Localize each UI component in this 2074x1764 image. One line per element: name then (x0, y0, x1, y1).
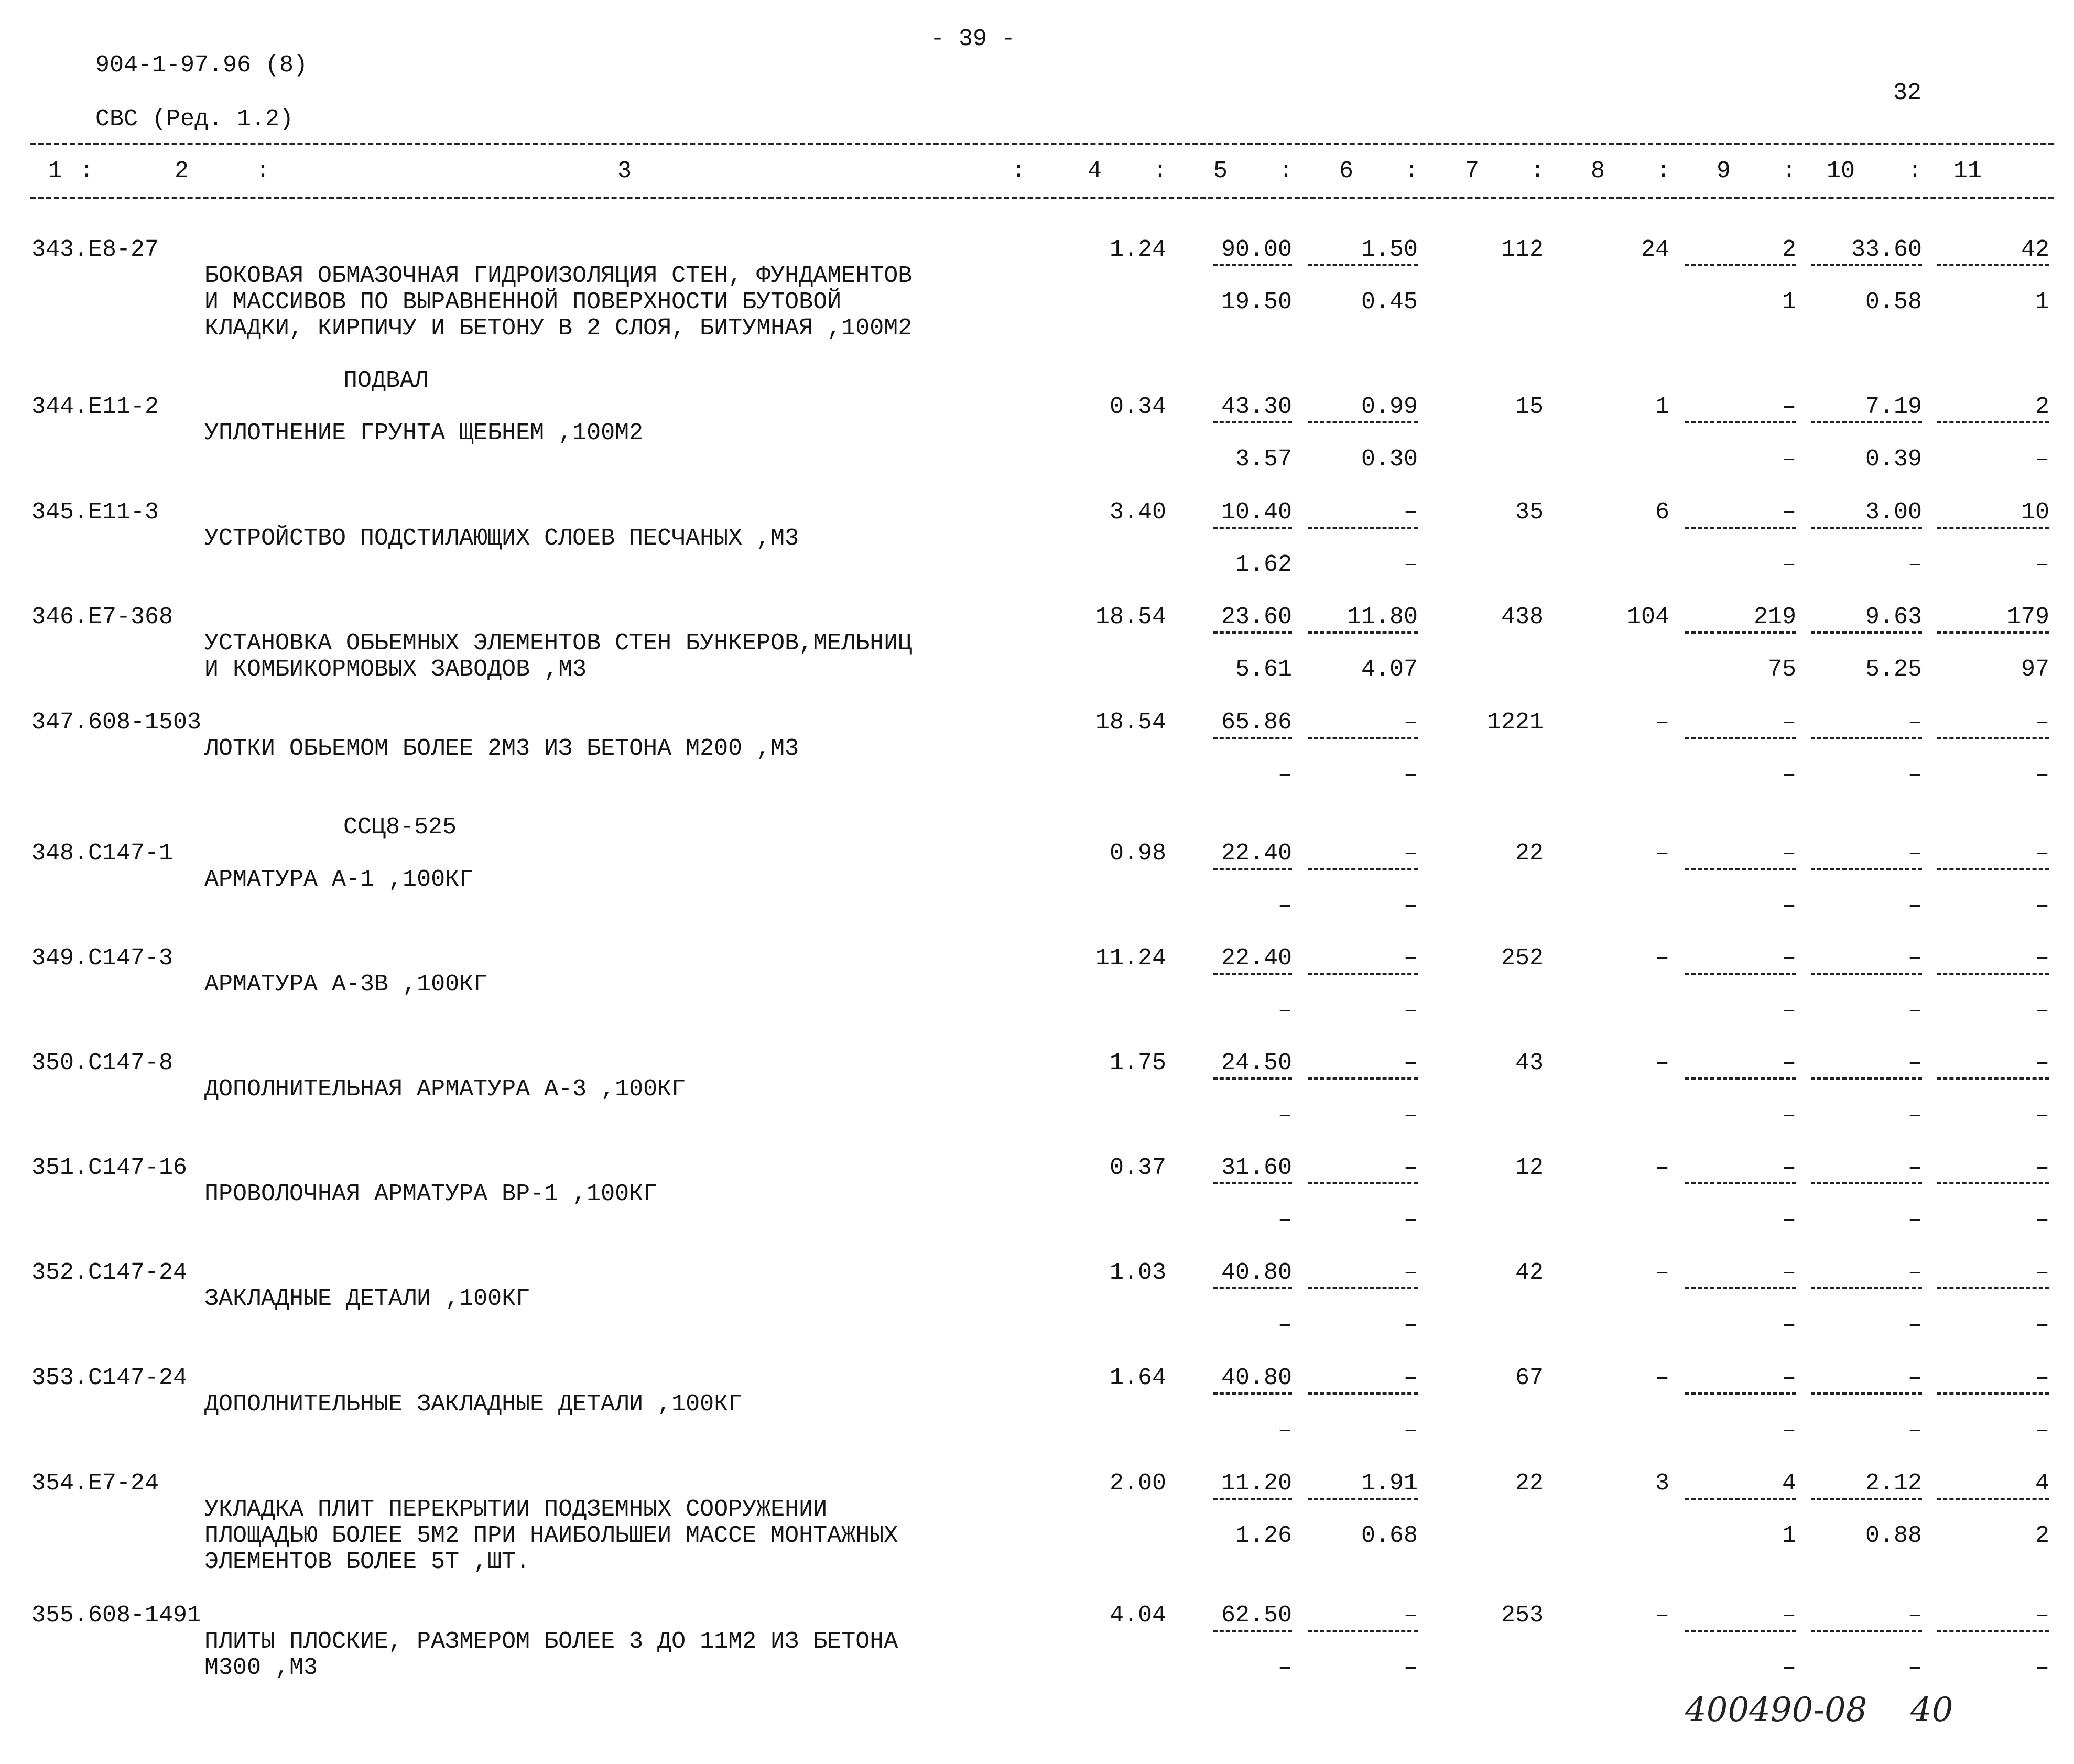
cell-c9: – (1782, 840, 1796, 867)
item-description-line: ПЛИТЫ ПЛОСКИЕ, РАЗМЕРОМ БОЛЕЕ 3 ДО 11М2 ИЗ БЕТОНА (204, 1628, 898, 1655)
cell-c10b: 0.39 (1865, 446, 1922, 473)
cell-c9b: – (1782, 1654, 1796, 1681)
cell-c7: 22 (1515, 840, 1544, 867)
cell-c9: – (1782, 709, 1796, 736)
fraction-line-c11 (1937, 1498, 2049, 1500)
item-description-line: ЛОТКИ ОБЬЕМОМ БОЛЕЕ 2М3 ИЗ БЕТОНА М200 ,М3 (204, 735, 799, 762)
item-code: 352.С147-24 (31, 1259, 188, 1286)
cell-c5: 43.30 (1221, 394, 1292, 420)
fraction-line-c6 (1308, 527, 1418, 529)
cell-c4: 1.24 (1109, 236, 1166, 263)
fraction-line-c11 (1937, 264, 2049, 266)
fraction-line-c6 (1308, 264, 1418, 266)
cell-c9: – (1782, 1050, 1796, 1076)
cell-c6b: 4.07 (1361, 656, 1418, 683)
cell-c5: 62.50 (1221, 1602, 1292, 1629)
cell-c8: – (1655, 945, 1669, 972)
cell-c10: 2.12 (1865, 1470, 1922, 1497)
fraction-line-c5 (1213, 527, 1292, 529)
column-header-5: 5 (1213, 158, 1228, 184)
cell-c6: – (1403, 1365, 1418, 1391)
cell-c9: 4 (1782, 1470, 1796, 1497)
column-header-8: 8 (1591, 158, 1605, 184)
cell-c11b: – (2035, 1102, 2049, 1129)
fraction-line-c11 (1937, 868, 2049, 870)
fraction-line-c9 (1685, 973, 1796, 975)
item-code: 351.С147-16 (31, 1155, 188, 1181)
cell-c11b: – (2035, 1654, 2049, 1681)
cell-c4: 1.75 (1109, 1050, 1166, 1076)
item-description-line: АРМАТУРА А-1 ,100КГ (204, 866, 474, 893)
cell-c8: 104 (1626, 604, 1669, 630)
edition-label: СВС (Ред. 1.2) (95, 106, 294, 133)
cell-c11: 4 (2035, 1470, 2049, 1497)
cell-c11b: – (2035, 551, 2049, 578)
fraction-line-c10 (1811, 1182, 1922, 1184)
cell-c6b: – (1403, 1102, 1418, 1129)
cell-c9b: – (1782, 446, 1796, 473)
cell-c5b: – (1277, 1207, 1292, 1234)
cell-c10: – (1907, 840, 1922, 867)
cell-c6: – (1403, 1602, 1418, 1629)
fraction-line-c6 (1308, 1498, 1418, 1500)
fraction-line-c9 (1685, 737, 1796, 739)
cell-c11: – (2035, 1602, 2049, 1629)
column-separator: : (1279, 158, 1294, 184)
cell-c10: – (1907, 709, 1922, 736)
cell-c11b: – (2035, 997, 2049, 1024)
cell-c9b: – (1782, 551, 1796, 578)
fraction-line-c10 (1811, 631, 1922, 634)
cell-c5: 24.50 (1221, 1050, 1292, 1076)
fraction-line-c10 (1811, 737, 1922, 739)
cell-c10b: – (1907, 1102, 1922, 1129)
fraction-line-c11 (1937, 1077, 2049, 1080)
column-header-3: 3 (617, 158, 632, 184)
cell-c5b: – (1277, 997, 1292, 1024)
fraction-line-c9 (1685, 1630, 1796, 1632)
column-separator: : (256, 158, 270, 184)
fraction-line-c6 (1308, 1182, 1418, 1184)
fraction-line-c10 (1811, 527, 1922, 529)
item-code: 353.С147-24 (31, 1365, 188, 1391)
item-description-line: УСТАНОВКА ОБЬЕМНЫХ ЭЛЕМЕНТОВ СТЕН БУНКЕРОВ,МЕЛЬНИЦ (204, 630, 913, 657)
item-code: 346.Е7-368 (31, 604, 173, 630)
cell-c4: 18.54 (1095, 709, 1166, 736)
cell-c5b: – (1277, 1417, 1292, 1444)
cell-c6: 0.99 (1361, 394, 1418, 420)
fraction-line-c5 (1213, 1630, 1292, 1632)
fraction-line-c10 (1811, 868, 1922, 870)
cell-c8: – (1655, 1155, 1669, 1181)
item-description-line: ЗАКЛАДНЫЕ ДЕТАЛИ ,100КГ (204, 1286, 530, 1312)
fraction-line-c6 (1308, 631, 1418, 634)
cell-c5b: – (1277, 1654, 1292, 1681)
fraction-line-c9 (1685, 264, 1796, 266)
cell-c8: 3 (1655, 1470, 1669, 1497)
fraction-line-c6 (1308, 1077, 1418, 1080)
cell-c9b: – (1782, 1417, 1796, 1444)
cell-c6: – (1403, 945, 1418, 972)
item-code: 350.С147-8 (31, 1050, 173, 1076)
fraction-line-c11 (1937, 1182, 2049, 1184)
cell-c10b: – (1907, 997, 1922, 1024)
item-code: 347.608-1503 (31, 709, 202, 736)
fraction-line-c9 (1685, 1392, 1796, 1395)
cell-c4: 18.54 (1095, 604, 1166, 630)
cell-c9: – (1782, 394, 1796, 420)
column-separator: : (1782, 158, 1797, 184)
cell-c9: – (1782, 499, 1796, 526)
fraction-line-c5 (1213, 868, 1292, 870)
cell-c11: 179 (2006, 604, 2049, 630)
cell-c10b: 0.88 (1865, 1522, 1922, 1549)
cell-c10b: – (1907, 761, 1922, 788)
fraction-line-c10 (1811, 421, 1922, 423)
cell-c10: 33.60 (1851, 236, 1922, 263)
column-separator: : (1153, 158, 1168, 184)
cell-c4: 11.24 (1095, 945, 1166, 972)
item-description-line: И КОМБИКОРМОВЫХ ЗАВОДОВ ,М3 (204, 656, 587, 683)
page-number: - 39 - (930, 26, 1016, 52)
fraction-line-c11 (1937, 737, 2049, 739)
fraction-line-c10 (1811, 1498, 1922, 1500)
cell-c6: – (1403, 840, 1418, 867)
cell-c6b: – (1403, 1312, 1418, 1338)
cell-c6b: 0.45 (1361, 289, 1418, 315)
cell-c11b: 1 (2035, 289, 2049, 315)
cell-c9: – (1782, 1259, 1796, 1286)
cell-c6b: – (1403, 761, 1418, 788)
cell-c10b: – (1907, 1312, 1922, 1338)
column-header-4: 4 (1088, 158, 1102, 184)
item-description-line: И МАССИВОВ ПО ВЫРАВНЕННОЙ ПОВЕРХНОСТИ БУТОВОЙ (204, 289, 842, 315)
cell-c9b: – (1782, 1102, 1796, 1129)
column-header-7: 7 (1465, 158, 1480, 184)
item-description-line: УКЛАДКА ПЛИТ ПЕРЕКРЫТИИ ПОДЗЕМНЫХ СООРУЖЕНИИ (204, 1496, 828, 1523)
fraction-line-c5 (1213, 421, 1292, 423)
item-code: 354.Е7-24 (31, 1470, 159, 1497)
cell-c10: 7.19 (1865, 394, 1922, 420)
fraction-line-c6 (1308, 1392, 1418, 1395)
cell-c9b: – (1782, 1312, 1796, 1338)
cell-c5b: 3.57 (1235, 446, 1292, 473)
cell-c5: 40.80 (1221, 1259, 1292, 1286)
item-description-line: БОКОВАЯ ОБМАЗОЧНАЯ ГИДРОИЗОЛЯЦИЯ СТЕН, ФУНДАМЕНТОВ (204, 263, 913, 289)
cell-c7: 252 (1501, 945, 1544, 972)
cell-c7: 15 (1515, 394, 1544, 420)
fraction-line-c11 (1937, 527, 2049, 529)
fraction-line-c11 (1937, 631, 2049, 634)
cell-c7: 43 (1515, 1050, 1544, 1076)
cell-c10b: – (1907, 1207, 1922, 1234)
cell-c6: 1.50 (1361, 236, 1418, 263)
fraction-line-c5 (1213, 1498, 1292, 1500)
column-separator: : (1530, 158, 1545, 184)
item-description-line: ДОПОЛНИТЕЛЬНАЯ АРМАТУРА А-3 ,100КГ (204, 1076, 686, 1103)
cell-c6b: – (1403, 1417, 1418, 1444)
cell-c10b: 0.58 (1865, 289, 1922, 315)
cell-c11: – (2035, 1259, 2049, 1286)
fraction-line-c6 (1308, 421, 1418, 423)
fraction-line-c5 (1213, 264, 1292, 266)
column-header-11: 11 (1953, 158, 1982, 184)
cell-c5: 11.20 (1221, 1470, 1292, 1497)
cell-c9: – (1782, 1602, 1796, 1629)
cell-c9b: – (1782, 761, 1796, 788)
fraction-line-c5 (1213, 1077, 1292, 1080)
cell-c7: 1221 (1486, 709, 1544, 736)
cell-c11b: – (2035, 1312, 2049, 1338)
cell-c6b: – (1403, 551, 1418, 578)
cell-c11: 10 (2021, 499, 2049, 526)
cell-c5: 31.60 (1221, 1155, 1292, 1181)
cell-c7: 253 (1501, 1602, 1544, 1629)
cell-c10b: – (1907, 1417, 1922, 1444)
item-description-line: ПЛОЩАДЬЮ БОЛЕЕ 5М2 ПРИ НАИБОЛЬШЕИ МАССЕ МОНТАЖНЫХ (204, 1522, 898, 1549)
cell-c11b: – (2035, 892, 2049, 919)
fraction-line-c5 (1213, 973, 1292, 975)
document-code: 904-1-97.96 (8) (95, 52, 308, 79)
handwritten-page-number: 40 (1910, 1691, 1953, 1729)
cell-c9b: 1 (1782, 1522, 1796, 1549)
cell-c5: 10.40 (1221, 499, 1292, 526)
cell-c4: 3.40 (1109, 499, 1166, 526)
fraction-line-c11 (1937, 1287, 2049, 1289)
cell-c4: 2.00 (1109, 1470, 1166, 1497)
cell-c5b: – (1277, 761, 1292, 788)
fraction-line-c10 (1811, 1077, 1922, 1080)
item-code: 343.Е8-27 (31, 236, 159, 263)
cell-c5b: 1.62 (1235, 551, 1292, 578)
cell-c8: – (1655, 840, 1669, 867)
cell-c6: 11.80 (1347, 604, 1418, 630)
fraction-line-c5 (1213, 631, 1292, 634)
cell-c10: – (1907, 1365, 1922, 1391)
fraction-line-c10 (1811, 264, 1922, 266)
cell-c11: – (2035, 1155, 2049, 1181)
fraction-line-c10 (1811, 1287, 1922, 1289)
fraction-line-c11 (1937, 973, 2049, 975)
header-top-rule (30, 143, 2054, 145)
item-code: 348.С147-1 (31, 840, 173, 867)
column-header-10: 10 (1827, 158, 1855, 184)
item-code: 355.608-1491 (31, 1602, 202, 1629)
cell-c6: – (1403, 1050, 1418, 1076)
cell-c7: 22 (1515, 1470, 1544, 1497)
fraction-line-c9 (1685, 1287, 1796, 1289)
cell-c6b: 0.30 (1361, 446, 1418, 473)
header-bottom-rule (30, 197, 2054, 199)
section-heading: ПОДВАЛ (343, 367, 429, 394)
cell-c9: 2 (1782, 236, 1796, 263)
column-separator: : (80, 158, 94, 184)
cell-c10b: – (1907, 551, 1922, 578)
fraction-line-c6 (1308, 973, 1418, 975)
fraction-line-c9 (1685, 421, 1796, 423)
handwritten-stamp-number: 400490-08 (1685, 1691, 1867, 1729)
cell-c6b: 0.68 (1361, 1522, 1418, 1549)
fraction-line-c11 (1937, 421, 2049, 423)
cell-c9b: – (1782, 997, 1796, 1024)
cell-c6b: – (1403, 1207, 1418, 1234)
cell-c6: – (1403, 1155, 1418, 1181)
cell-c8: – (1655, 709, 1669, 736)
item-description-line: ЭЛЕМЕНТОВ БОЛЕЕ 5Т ,ШТ. (204, 1549, 530, 1575)
fraction-line-c9 (1685, 631, 1796, 634)
item-description-line: ПРОВОЛОЧНАЯ АРМАТУРА ВР-1 ,100КГ (204, 1181, 658, 1207)
item-code: 345.Е11-3 (31, 499, 159, 526)
cell-c4: 1.64 (1109, 1365, 1166, 1391)
cell-c6: – (1403, 499, 1418, 526)
cell-c11: – (2035, 1365, 2049, 1391)
column-header-1: 1 (48, 158, 63, 184)
cell-c5: 23.60 (1221, 604, 1292, 630)
cell-c5b: – (1277, 1102, 1292, 1129)
fraction-line-c9 (1685, 1182, 1796, 1184)
cell-c10: 9.63 (1865, 604, 1922, 630)
fraction-line-c9 (1685, 527, 1796, 529)
cell-c11b: 2 (2035, 1522, 2049, 1549)
cell-c5: 40.80 (1221, 1365, 1292, 1391)
fraction-line-c11 (1937, 1630, 2049, 1632)
cell-c8: – (1655, 1365, 1669, 1391)
cell-c9: 219 (1753, 604, 1796, 630)
column-header-6: 6 (1339, 158, 1354, 184)
cell-c11b: 97 (2021, 656, 2049, 683)
cell-c5b: 5.61 (1235, 656, 1292, 683)
cell-c10: – (1907, 945, 1922, 972)
fraction-line-c10 (1811, 1630, 1922, 1632)
section-heading: ССЦ8-525 (343, 814, 457, 841)
column-separator: : (1908, 158, 1923, 184)
cell-c4: 0.34 (1109, 394, 1166, 420)
cell-c9b: 1 (1782, 289, 1796, 315)
cell-c8: – (1655, 1259, 1669, 1286)
item-description-line: КЛАДКИ, КИРПИЧУ И БЕТОНУ В 2 СЛОЯ, БИТУМНАЯ ,100М2 (204, 315, 913, 342)
fraction-line-c6 (1308, 1630, 1418, 1632)
sheet-number: 32 (1893, 80, 1922, 106)
cell-c6: 1.91 (1361, 1470, 1418, 1497)
item-description-line: АРМАТУРА А-3В ,100КГ (204, 971, 488, 998)
item-code: 344.Е11-2 (31, 394, 159, 420)
fraction-line-c9 (1685, 1077, 1796, 1080)
cell-c10: – (1907, 1050, 1922, 1076)
cell-c5b: 19.50 (1221, 289, 1292, 315)
fraction-line-c10 (1811, 1392, 1922, 1395)
fraction-line-c5 (1213, 1287, 1292, 1289)
cell-c5: 22.40 (1221, 840, 1292, 867)
cell-c6b: – (1403, 997, 1418, 1024)
cell-c9b: – (1782, 1207, 1796, 1234)
cell-c4: 4.04 (1109, 1602, 1166, 1629)
fraction-line-c11 (1937, 1392, 2049, 1395)
cell-c11: – (2035, 840, 2049, 867)
column-separator: : (1656, 158, 1671, 184)
cell-c5: 22.40 (1221, 945, 1292, 972)
cell-c10: – (1907, 1155, 1922, 1181)
cell-c10b: – (1907, 1654, 1922, 1681)
cell-c7: 112 (1501, 236, 1544, 263)
cell-c7: 42 (1515, 1259, 1544, 1286)
cell-c5: 90.00 (1221, 236, 1292, 263)
cell-c10: – (1907, 1602, 1922, 1629)
fraction-line-c9 (1685, 868, 1796, 870)
fraction-line-c10 (1811, 973, 1922, 975)
cell-c8: 1 (1655, 394, 1669, 420)
cell-c7: 67 (1515, 1365, 1544, 1391)
column-separator: : (1012, 158, 1026, 184)
cell-c4: 1.03 (1109, 1259, 1166, 1286)
cell-c5b: 1.26 (1235, 1522, 1292, 1549)
column-header-2: 2 (175, 158, 189, 184)
cell-c9: – (1782, 1155, 1796, 1181)
fraction-line-c9 (1685, 1498, 1796, 1500)
cell-c11b: – (2035, 1207, 2049, 1234)
item-description-line: УПЛОТНЕНИЕ ГРУНТА ЩЕБНЕМ ,100М2 (204, 420, 644, 447)
cell-c9: – (1782, 945, 1796, 972)
item-description-line: М300 ,М3 (204, 1654, 318, 1681)
cell-c6b: – (1403, 1654, 1418, 1681)
cell-c5b: – (1277, 892, 1292, 919)
fraction-line-c5 (1213, 1392, 1292, 1395)
fraction-line-c6 (1308, 868, 1418, 870)
cell-c10b: – (1907, 892, 1922, 919)
cell-c9b: 75 (1767, 656, 1796, 683)
cell-c11b: – (2035, 446, 2049, 473)
cell-c11: – (2035, 709, 2049, 736)
item-code: 349.С147-3 (31, 945, 173, 972)
cell-c11: – (2035, 945, 2049, 972)
cell-c8: 24 (1641, 236, 1669, 263)
cell-c6: – (1403, 709, 1418, 736)
cell-c11: 2 (2035, 394, 2049, 420)
cell-c11b: – (2035, 1417, 2049, 1444)
cell-c8: 6 (1655, 499, 1669, 526)
item-description-line: УСТРОЙСТВО ПОДСТИЛАЮЩИХ СЛОЕВ ПЕСЧАНЫХ ,М3 (204, 525, 799, 552)
cell-c11b: – (2035, 761, 2049, 788)
cell-c5: 65.86 (1221, 709, 1292, 736)
cell-c8: – (1655, 1602, 1669, 1629)
column-header-9: 9 (1717, 158, 1731, 184)
column-separator: : (1405, 158, 1419, 184)
cell-c5b: – (1277, 1312, 1292, 1338)
cell-c9b: – (1782, 892, 1796, 919)
cell-c10b: 5.25 (1865, 656, 1922, 683)
fraction-line-c6 (1308, 1287, 1418, 1289)
fraction-line-c5 (1213, 1182, 1292, 1184)
cell-c10: 3.00 (1865, 499, 1922, 526)
cell-c10: – (1907, 1259, 1922, 1286)
cell-c4: 0.37 (1109, 1155, 1166, 1181)
cell-c6: – (1403, 1259, 1418, 1286)
cell-c11: – (2035, 1050, 2049, 1076)
fraction-line-c6 (1308, 737, 1418, 739)
cell-c4: 0.98 (1109, 840, 1166, 867)
fraction-line-c5 (1213, 737, 1292, 739)
cell-c7: 35 (1515, 499, 1544, 526)
cell-c7: 12 (1515, 1155, 1544, 1181)
item-description-line: ДОПОЛНИТЕЛЬНЫЕ ЗАКЛАДНЫЕ ДЕТАЛИ ,100КГ (204, 1391, 743, 1418)
cell-c11: 42 (2021, 236, 2049, 263)
cell-c9: – (1782, 1365, 1796, 1391)
cell-c8: – (1655, 1050, 1669, 1076)
cell-c7: 438 (1501, 604, 1544, 630)
cell-c6b: – (1403, 892, 1418, 919)
